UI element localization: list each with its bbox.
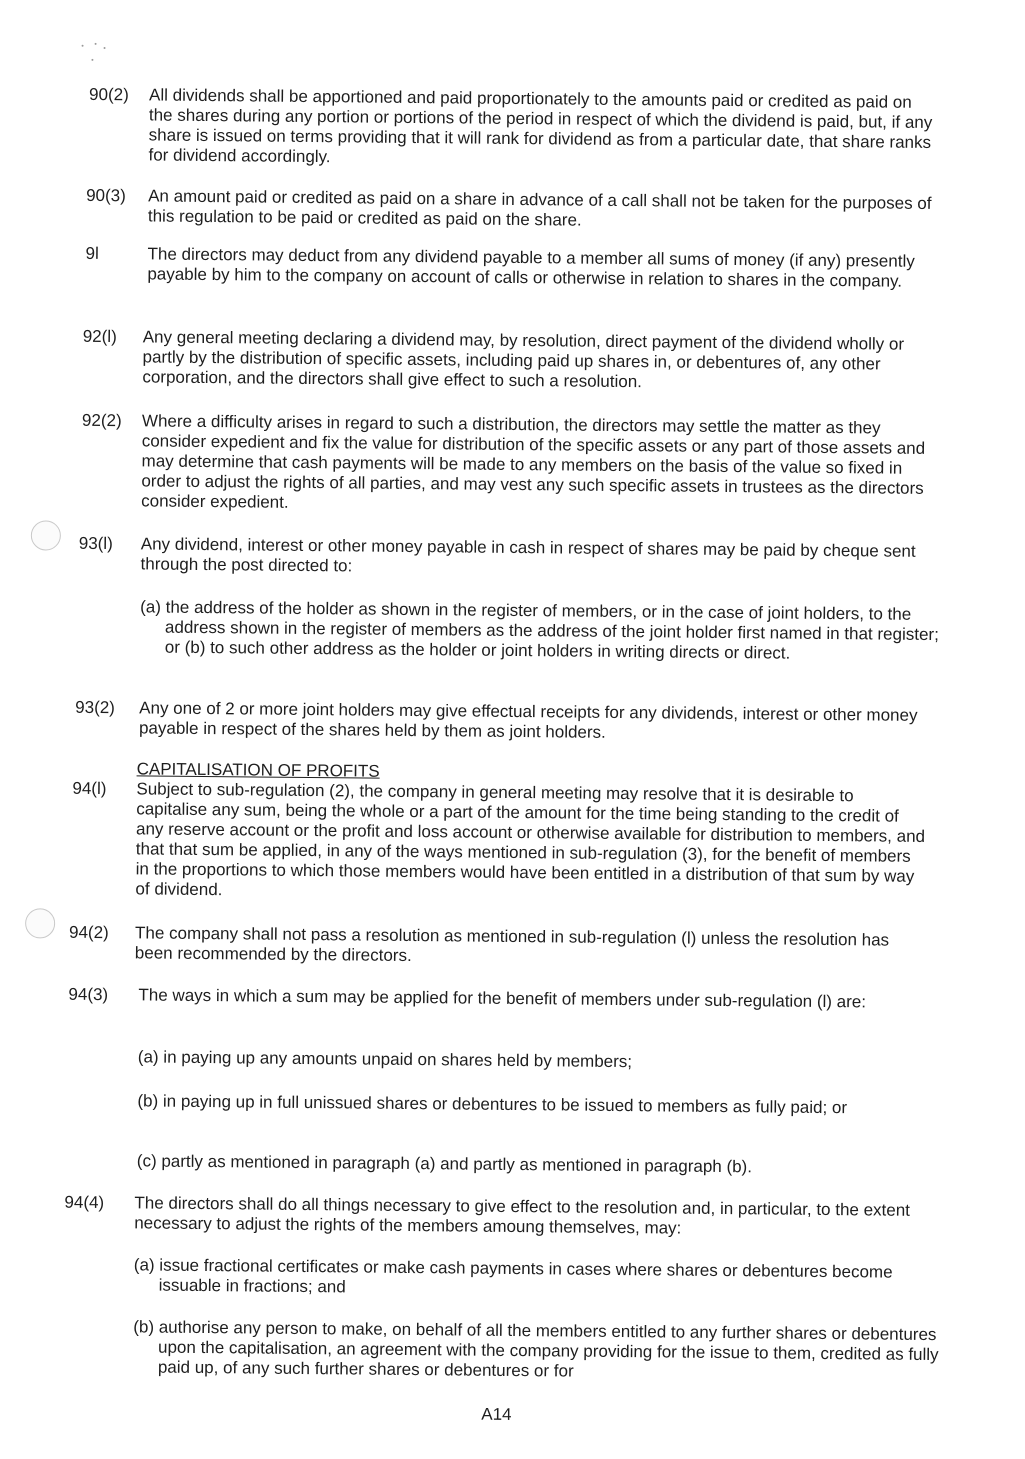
clause-93-2 bbox=[0, 697, 1018, 742]
clause-text: All dividends shall be apportioned and paid proportionately to the amounts paid or credited as paid on the shares during any portion or portions of the period in respect of which the dividend is paid, but, if any share is issued on terms providing that it will rank for dividend as from a particular date, that share ranks for dividend accordingly. bbox=[148, 85, 933, 167]
clause-92-2 bbox=[0, 410, 1021, 512]
clause-number: 94(2) bbox=[68, 922, 109, 943]
clause-number: 94(l) bbox=[72, 778, 107, 799]
clause-text: The company shall not pass a resolution as mentioned in sub-regulation (l) unless the resolution has been recommended by the directors. bbox=[134, 923, 890, 965]
clause-text: The directors may deduct from any dividend payable to a member all sums of money (if any) presently payable by him to the company on account of calls or otherwise in relation to shares in the company. bbox=[147, 244, 915, 291]
clause-94-2 bbox=[0, 922, 1016, 965]
clause-text: Any dividend, interest or other money payable in cash in respect of shares may be paid by cheque sent through the post directed to: bbox=[140, 534, 916, 576]
clause-92-1 bbox=[0, 326, 1022, 392]
clause-90-2 bbox=[0, 84, 1024, 167]
page-number: A14 bbox=[481, 1404, 512, 1424]
clause-text: The ways in which a sum may be applied for the benefit of members under sub-regulation (l) are: bbox=[138, 985, 867, 1012]
clause-94-3-item-b: (b) in paying up in full unissued shares or debentures to be issued to members as fully paid; or bbox=[137, 1091, 848, 1118]
clause-94-3-item-a: (a) in paying up any amounts unpaid on shares held by members; bbox=[137, 1047, 633, 1072]
clause-text: Any one of 2 or more joint holders may give effectual receipts for any dividends, interest or other money payable in respect of the shares held by them as joint holders. bbox=[138, 698, 918, 742]
clause-91 bbox=[0, 243, 1023, 291]
scan-speck bbox=[104, 47, 106, 49]
punch-hole-mark bbox=[25, 908, 55, 938]
scan-speck bbox=[82, 45, 84, 47]
section-heading: CAPITALISATION OF PROFITS bbox=[136, 759, 380, 781]
clause-93-1 bbox=[0, 533, 1020, 576]
clause-94-4-item-b: (b) authorise any person to make, on behalf of all the members entitled to any further shares or debentures upon the capitalisation, an agreement with the company providing for the issue to them, credited as fully paid up, of any such further shares or debentures or for bbox=[133, 1317, 939, 1381]
clause-number: 93(l) bbox=[78, 533, 113, 554]
clause-number: 93(2) bbox=[75, 697, 115, 718]
clause-text: An amount paid or credited as paid on a share in advance of a call shall not be taken for the purposes of this regulation to be paid or credited as paid on the share. bbox=[147, 186, 932, 230]
clause-90-3 bbox=[0, 185, 1023, 230]
clause-number: 90(2) bbox=[89, 84, 129, 105]
clause-text: Subject to sub-regulation (2), the company in general meeting may resolve that it is desirable to capitalise any sum, being the whole or a part of the amount for the time being standing to the credit of any reserve account or the profit and loss account or otherwise available for distribution to members, and that that sum be applied, in any of the ways mentioned in sub-regulation (3), for the benefit of members in the proportions to which those members would have been entitled in a distribution of that sum by way of dividend. bbox=[135, 779, 926, 900]
clause-number: 9l bbox=[85, 243, 99, 263]
clause-94-3 bbox=[0, 984, 1016, 1012]
clause-number: 92(l) bbox=[82, 326, 117, 347]
clause-number: 92(2) bbox=[81, 410, 122, 431]
clause-94-4-item-a: (a) issue fractional certificates or make cash payments in cases where shares or debentures become issuable in fractions; and bbox=[133, 1255, 893, 1297]
clause-94-3-item-c: (c) partly as mentioned in paragraph (a) and partly as mentioned in paragraph (b). bbox=[136, 1151, 753, 1177]
scan-speck bbox=[91, 59, 93, 61]
clause-93-1-subparagraph: (a) the address of the holder as shown in the register of members, or in the case of joint holders, to the address shown in the register of members as the address of the joint holder first named in that register; or (b) to such other address as the holder or joint holders in writing directs or direct. bbox=[140, 597, 939, 663]
clause-94-1 bbox=[0, 778, 1017, 900]
scan-speck bbox=[95, 43, 97, 45]
clause-text: Where a difficulty arises in regard to such a distribution, the directors may settle the matter as they consider expedient and fix the value for distribution of the specific assets or any part of those assets and may determine that cash payments will be made to any members on the basis of the value so fixed in order to adjust the rights of all parties, and may vest any such specific assets in trustees as the directors consider expedient. bbox=[141, 411, 926, 512]
clause-94-4 bbox=[0, 1192, 1014, 1238]
clause-number: 94(3) bbox=[68, 984, 109, 1005]
clause-text: The directors shall do all things necessary to give effect to the resolution and, in particular, to the extent necessary to adjust the rights of the members amoung themselves, may: bbox=[134, 1193, 911, 1238]
clause-number: 90(3) bbox=[86, 185, 126, 206]
punch-hole-mark bbox=[31, 520, 61, 550]
clause-number: 94(4) bbox=[64, 1192, 105, 1213]
clause-text: Any general meeting declaring a dividend may, by resolution, direct payment of the dividend wholly or partly by the distribution of specific assets, including paid up shares in, or debentures of, any other corporation, and the directors shall give effect to such a resolution. bbox=[142, 327, 905, 392]
